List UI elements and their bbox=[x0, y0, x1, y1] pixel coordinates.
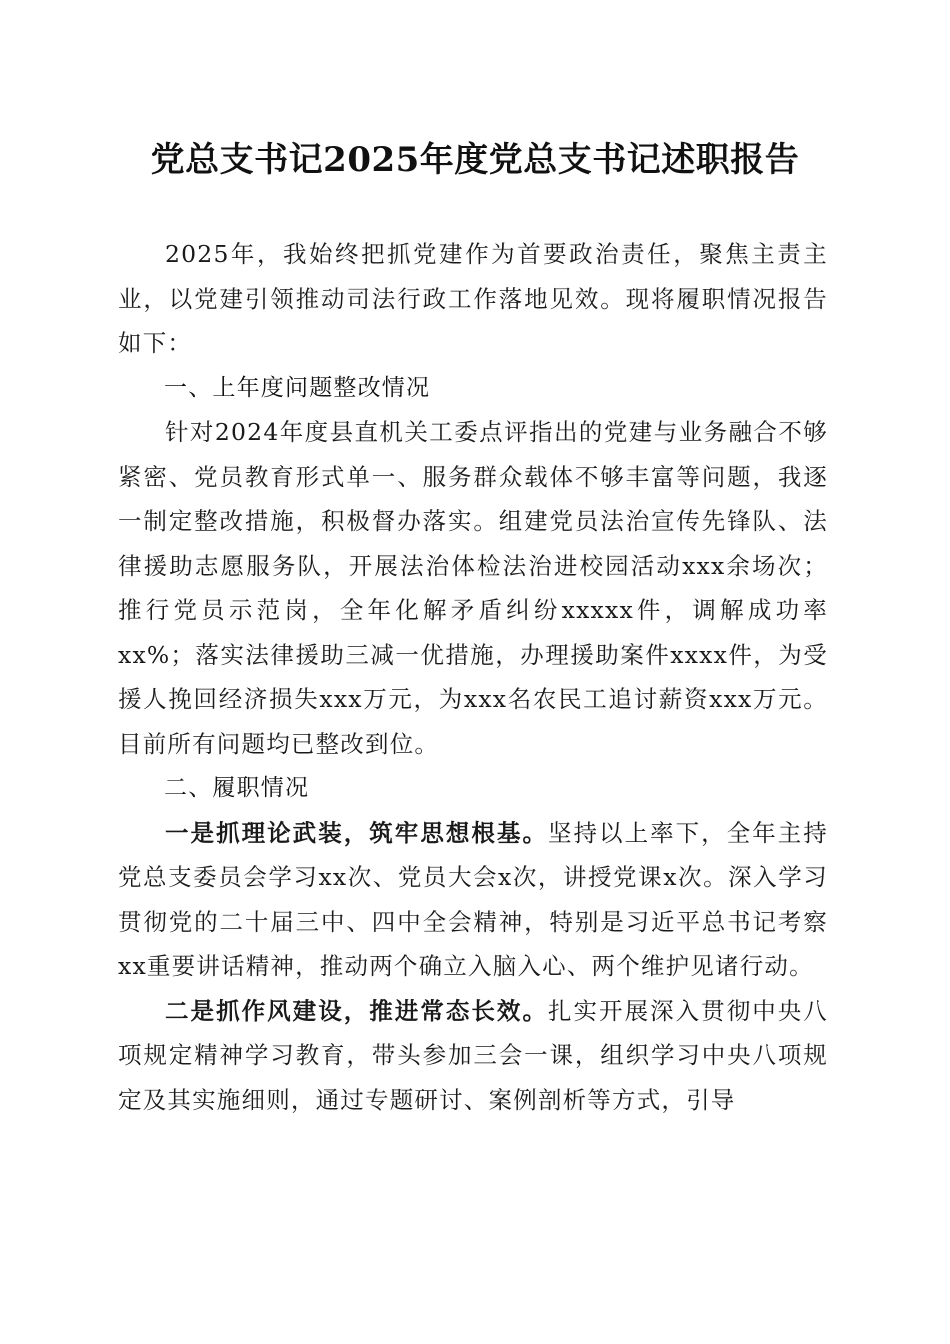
section-2-item-2 bbox=[118, 989, 828, 1123]
section-2-heading: 二、履职情况 bbox=[164, 775, 310, 801]
section-1-paragraph: 针对2024年度县直机关工委点评指出的党建与业务融合不够紧密、党员教育形式单一、服务群众载体不够丰富等问题，我逐一制定整改措施，积极督办落实。组建党员法治宣传先锋队、法律援助志愿服务队，开展法治体检法治进校园活动xxx余场次；推行党员示范岗，全年化解矛盾纠纷xxxxx件，调解成功率xx%；落实法律援助三减一优措施，办理援助案件xxxx件，为受援人挽回经济损失xxx万元，为xxx名农民工追讨薪资xxx万元。目前所有问题均已整改到位。 bbox=[118, 418, 828, 758]
document-title: 党总支书记2025年度党总支书记述职报告 bbox=[150, 140, 800, 180]
section-2-item-1 bbox=[118, 811, 828, 989]
section-2-item-1-text: 坚持以上率下，全年主持党总支委员会学习xx次、党员大会x次，讲授党课x次。深入学习贯彻党的二十届三中、四中全会精神，特别是习近平总书记考察xx重要讲话精神，推动两个确立入脑入心、两个维护见诸行动。 bbox=[118, 818, 829, 980]
section-1-heading: 一、上年度问题整改情况 bbox=[164, 374, 431, 401]
section-2-item-1-lead: 一是抓理论武装，筑牢思想根基。 bbox=[165, 818, 548, 847]
intro-paragraph: 2025年，我始终把抓党建作为首要政治责任，聚焦主责主业，以党建引领推动司法行政工作落地见效。现将履职情况报告如下： bbox=[118, 240, 828, 357]
document-body bbox=[118, 232, 828, 1122]
section-2-item-2-lead: 二是抓作风建设，推进常态长效。 bbox=[165, 996, 548, 1025]
section-2-item-2-text: 扎实开展深入贯彻中央八项规定精神学习教育，带头参加三会一课，组织学习中央八项规定及其实施细则，通过专题研讨、案例剖析等方式，引导 bbox=[118, 996, 829, 1114]
